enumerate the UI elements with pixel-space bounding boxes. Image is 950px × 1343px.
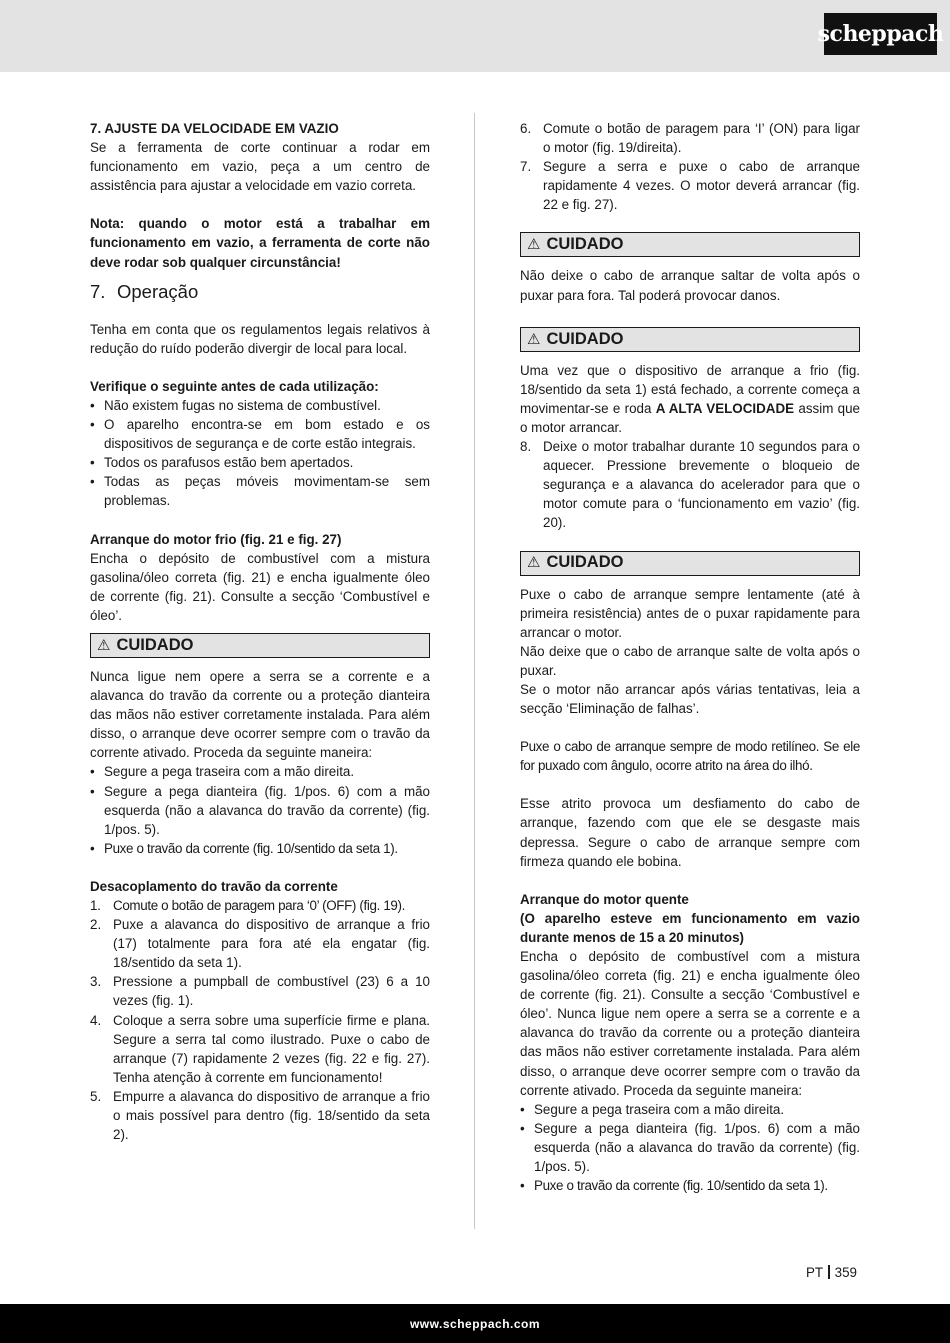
list-item: • Não existem fugas no sistema de combustível. bbox=[90, 396, 430, 415]
step-item: 5. Empurre a alavanca do dispositivo de arranque a frio o mais possível para dentro (fig. 18/sentido da seta 2). bbox=[90, 1088, 430, 1143]
warm-start-subtitle: (O aparelho esteve em funcionamento em vazio durante menos de 15 a 20 minutos) bbox=[520, 910, 860, 945]
step-item: 4. Coloque a serra sobre uma superfície firme e plana. Segure a serra tal como ilustrado. Puxe o cabo de arranque (7) rapidamente 2 vezes (fig. 22 e fig. 27). Tenha atenção à corrente em funcionamento! bbox=[90, 1012, 430, 1085]
chain-brake-title: Desacoplamento do travão da corrente bbox=[90, 878, 338, 894]
warning-icon: ⚠ bbox=[527, 330, 541, 348]
page-number bbox=[806, 1265, 857, 1280]
language-code: PT bbox=[806, 1265, 824, 1280]
list-item: • Segure a pega dianteira (fig. 1/pos. 6) com a mão esquerda (não a alavanca do travão da corrente) (fig. 1/pos. 5). bbox=[90, 782, 430, 839]
warning-icon: ⚠ bbox=[97, 636, 111, 654]
list-item: • Puxe o travão da corrente (fig. 10/sentido da seta 1). bbox=[90, 839, 430, 858]
caution-label: CUIDADO bbox=[546, 553, 624, 572]
header-bar bbox=[0, 0, 950, 72]
caution-box bbox=[520, 327, 860, 352]
steps-list-continued bbox=[520, 119, 860, 214]
caution-text: Nunca ligue nem opere a serra se a corrente e a alavanca do travão da corrente ou a proteção dianteira das mãos não estiver corretamente instalada. Para além disso, o arranque deve ocorrer sempre com o travão da corrente ativado. Proceda da seguinte maneira: bbox=[90, 668, 430, 761]
heading-operation bbox=[90, 272, 430, 310]
right-column bbox=[520, 119, 860, 1195]
cold-start-title: Arranque do motor frio (fig. 21 e fig. 27) bbox=[90, 531, 342, 547]
list-item: • Segure a pega traseira com a mão direita. bbox=[90, 762, 430, 781]
column-divider bbox=[474, 113, 475, 1229]
footer-bar bbox=[0, 1304, 950, 1343]
step-item: 2. Puxe a alavanca do dispositivo de arranque a frio (17) totalmente para fora até ela engatar (fig. 18/sentido da seta 1). bbox=[90, 917, 430, 971]
caution-label: CUIDADO bbox=[546, 235, 624, 254]
verify-title: Verifique o seguinte antes de cada utilização: bbox=[90, 378, 379, 394]
starter-cable-text-1: Puxe o cabo de arranque sempre lentamente (até à primeira resistência) antes de o puxar rapidamente para arrancar o motor. bbox=[520, 586, 860, 640]
caution-box bbox=[90, 633, 430, 658]
warm-handle-list bbox=[520, 1100, 860, 1195]
warning-icon: ⚠ bbox=[527, 554, 541, 572]
caution-box bbox=[520, 551, 860, 576]
caution-text-high-speed: Uma vez que o dispositivo de arranque a frio (fig. 18/sentido da seta 1) está fechado, a corrente começa a movimentar-se e roda A ALTA VELOCIDADE assim que o motor arrancar. bbox=[520, 362, 860, 435]
starter-cable-text-2: Não deixe que o cabo de arranque salte de volta após o puxar. bbox=[520, 643, 860, 678]
handle-list bbox=[90, 762, 430, 857]
idle-speed-note: Nota: quando o motor está a trabalhar em funcionamento em vazio, a ferramenta de corte não deve rodar sob qualquer circunstância! bbox=[90, 216, 430, 270]
page-value: 359 bbox=[834, 1265, 857, 1280]
starter-cable-text-5: Esse atrito provoca um desfiamento do cabo de arranque, fazendo com que ele se desgaste mais depressa. Segure o cabo de arranque sempre com firmeza quando ele bobina. bbox=[520, 796, 860, 869]
step-item: 1. Comute o botão de paragem para ‘0’ (OFF) (fig. 19). bbox=[90, 898, 406, 913]
caution-box bbox=[520, 232, 860, 257]
steps-list-step8 bbox=[520, 437, 860, 532]
website-url: www.scheppach.com bbox=[409, 1316, 541, 1331]
steps-list bbox=[90, 896, 430, 1144]
left-column bbox=[90, 119, 430, 1144]
list-item: • Todas as peças móveis movimentam-se sem problemas. bbox=[90, 472, 430, 510]
verify-list bbox=[90, 396, 430, 511]
step-item: 6. Comute o botão de paragem para ‘I’ (ON) para ligar o motor (fig. 19/direita). bbox=[520, 121, 860, 156]
section-title-idle-speed: 7. AJUSTE DA VELOCIDADE EM VAZIO bbox=[90, 121, 339, 136]
list-item: • Todos os parafusos estão bem apertados. bbox=[90, 453, 430, 472]
list-item: • O aparelho encontra-se em bom estado e os dispositivos de segurança e de corte estão integrais. bbox=[90, 415, 430, 453]
step-item: 7. Segure a serra e puxe o cabo de arranque rapidamente 4 vezes. O motor deverá arrancar (fig. 22 e fig. 27). bbox=[520, 159, 860, 213]
scheppach-logo: scheppach bbox=[824, 13, 937, 55]
list-item: • Segure a pega dianteira (fig. 1/pos. 6) com a mão esquerda (não a alavanca do travão da corrente) (fig. 1/pos. 5). bbox=[520, 1119, 860, 1176]
caution-label: CUIDADO bbox=[546, 329, 624, 348]
page-separator bbox=[828, 1265, 830, 1279]
caution-text: Não deixe o cabo de arranque saltar de volta após o puxar para fora. Tal poderá provocar danos. bbox=[520, 268, 860, 303]
warning-icon: ⚠ bbox=[527, 236, 541, 254]
noise-regulation-text: Tenha em conta que os regulamentos legais relativos à redução do ruído poderão divergir de local para local. bbox=[90, 321, 430, 356]
heading-title: Operação bbox=[117, 280, 199, 302]
list-item: • Puxe o travão da corrente (fig. 10/sentido da seta 1). bbox=[520, 1176, 860, 1195]
cold-start-text: Encha o depósito de combustível com a mistura gasolina/óleo correta (fig. 21) e encha igualmente óleo de corrente (fig. 21). Consulte a secção ‘Combustível e óleo’. bbox=[90, 550, 430, 623]
list-item: • Segure a pega traseira com a mão direita. bbox=[520, 1100, 860, 1119]
warm-start-text: Encha o depósito de combustível com a mistura gasolina/óleo correta (fig. 21) e encha igualmente óleo de corrente (fig. 21). Consulte a secção ‘Combustível e óleo’. Nunca ligue nem opere a serra se a corrente e a alavanca do travão da corrente ou a proteção dianteira das mãos não estiver corretamente instalada. Para além disso, o arranque deve ocorrer sempre com o travão da corrente ativado. Proceda da seguinte maneira: bbox=[520, 949, 860, 1098]
step-item: 8. Deixe o motor trabalhar durante 10 segundos para o aquecer. Pressione brevemente o bloqueio de segurança e a alavanca do acelerador para que o motor comute para o ‘funcionamento em vazio’ (fig. 20). bbox=[520, 439, 860, 531]
step-item: 3. Pressione a pumpball de combustível (23) 6 a 10 vezes (fig. 1). bbox=[90, 974, 430, 1009]
caution-label: CUIDADO bbox=[116, 635, 194, 654]
heading-number: 7. bbox=[90, 280, 106, 302]
starter-cable-text-3: Se o motor não arrancar após várias tentativas, leia a secção ‘Eliminação de falhas’. bbox=[520, 681, 860, 717]
starter-cable-text-4: Puxe o cabo de arranque sempre de modo retilíneo. Se ele for puxado com ângulo, ocorre atrito na área do ilhó. bbox=[520, 739, 860, 774]
idle-speed-text: Se a ferramenta de corte continuar a rodar em funcionamento em vazio, peça a um centro de assistência para ajustar a velocidade em vazio correta. bbox=[90, 140, 430, 194]
warm-start-title: Arranque do motor quente bbox=[520, 891, 689, 907]
